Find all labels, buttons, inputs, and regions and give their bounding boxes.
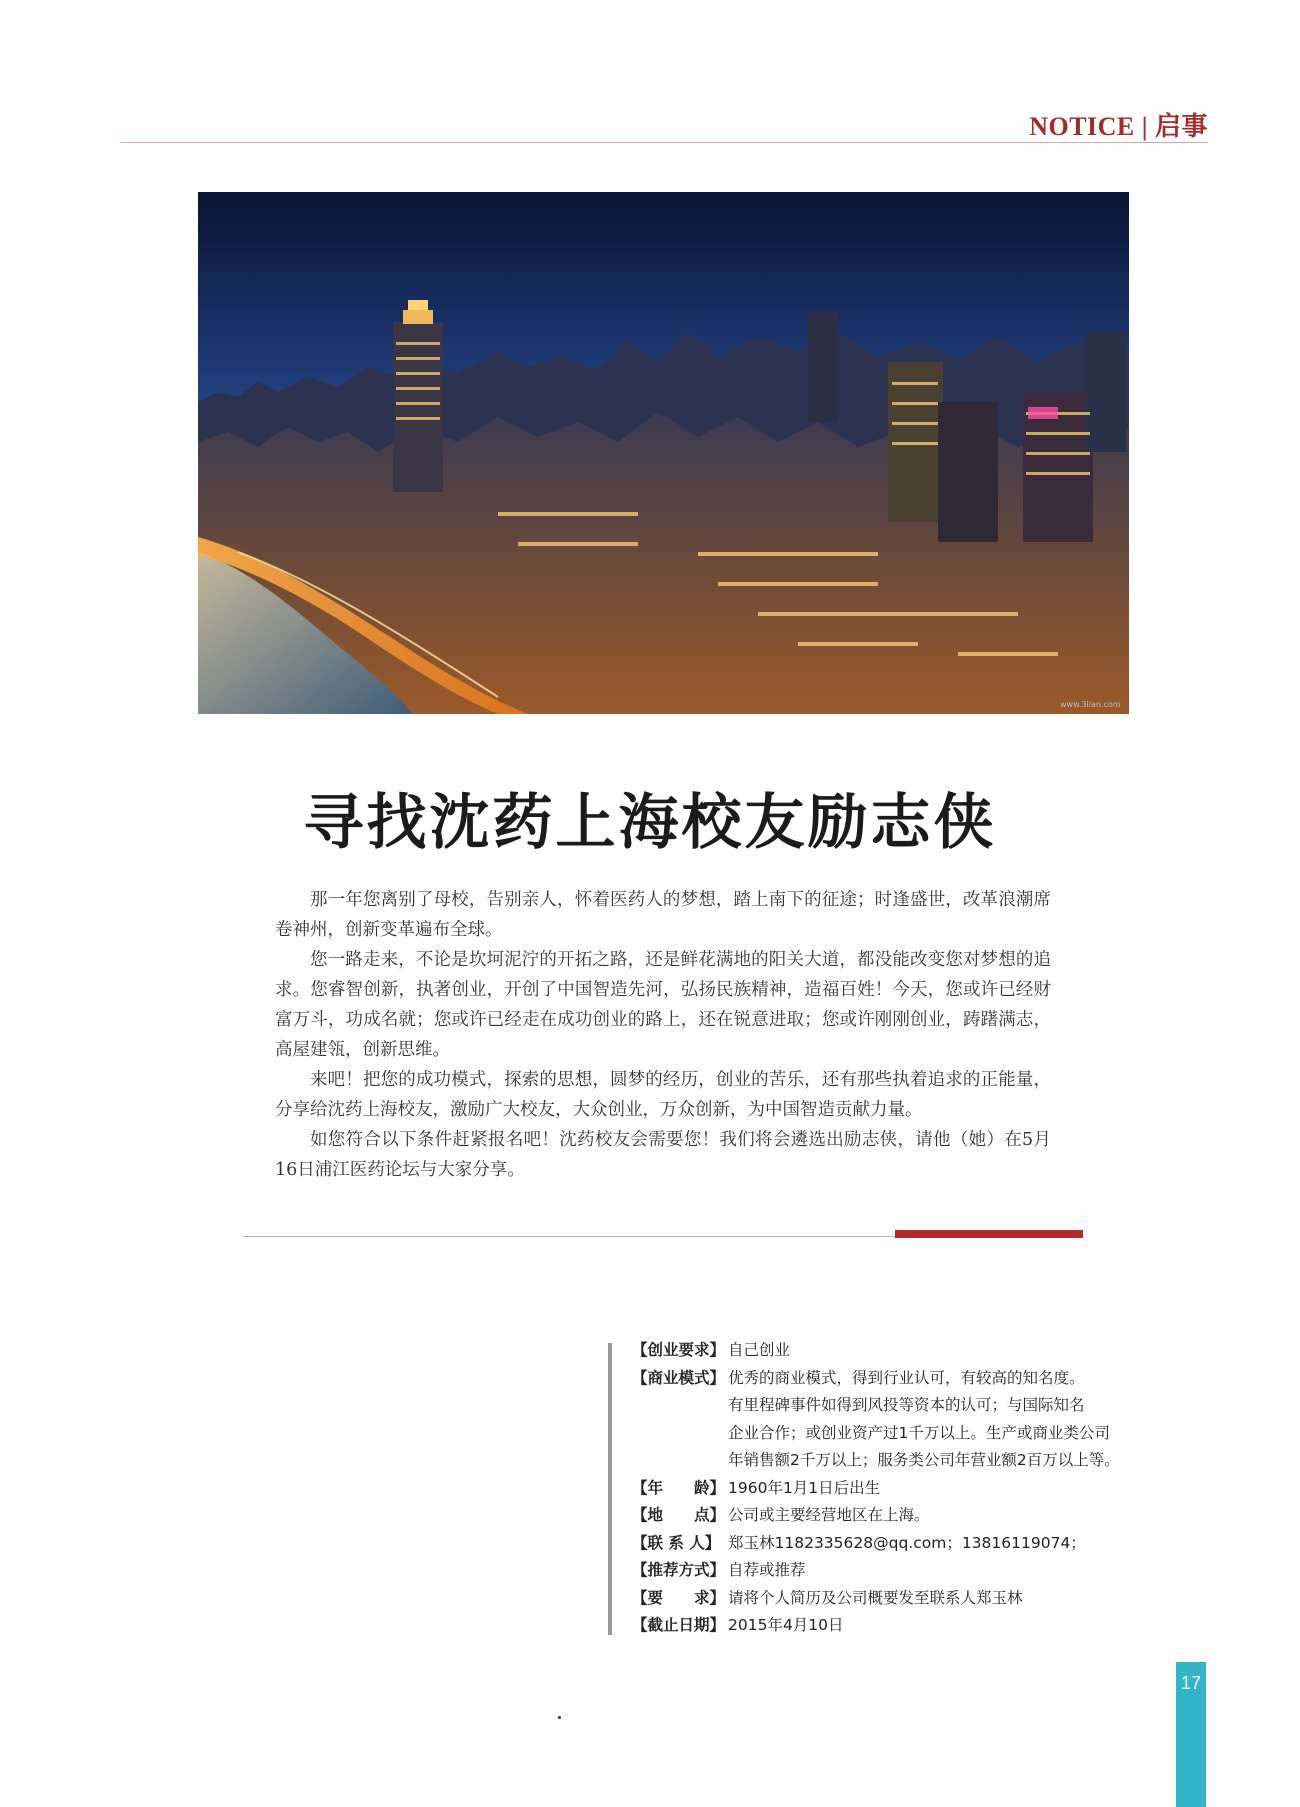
requirement-row [632,1365,1152,1475]
requirement-value: 郑玉林1182335628@qq.com；13816119074； [728,1533,1086,1552]
requirement-value: 请将个人简历及公司概要发至联系人郑玉林 [728,1588,1023,1607]
requirement-row [632,1530,1152,1558]
requirement-row [632,1337,1152,1365]
requirement-value: 自己创业 [728,1341,791,1359]
requirement-value: 2015年4月10日 [728,1616,844,1634]
requirement-row [632,1585,1152,1613]
requirement-label: 【要 求】 [632,1588,726,1607]
section-divider-accent [895,1230,1083,1238]
requirements-list [632,1337,1152,1640]
requirements-side-bar [608,1343,612,1635]
requirement-label: 【年 龄】 [632,1478,726,1497]
page-header [120,100,1208,143]
photo-watermark: www.3lian.com [1060,700,1121,709]
requirement-row [632,1475,1152,1503]
requirement-label: 【联 系 人】 [632,1533,721,1552]
paragraph-2: 您一路走来，不论是坎坷泥泞的开拓之路，还是鲜花满地的阳关大道，都没能改变您对梦想的追求。您睿智创新，执著创业，开创了中国智造先河，弘扬民族精神，造福百姓！今天，您或许已经财富万斗，功成名就；您或许已经走在成功创业的路上，还在锐意进取；您或许刚刚创业，踌躇满志，高屋建瓴，创新思维。 [275,950,1051,1060]
requirement-label: 【推荐方式】 [632,1561,726,1579]
requirement-row [632,1612,1152,1640]
requirement-label: 【截止日期】 [632,1616,726,1634]
requirement-row [632,1502,1152,1530]
city-night-photo [198,192,1129,714]
requirement-label: 【创业要求】 [632,1341,726,1359]
stray-dot [558,1716,561,1719]
requirement-label: 【地 点】 [632,1506,726,1524]
requirement-label: 【商业模式】 [632,1368,726,1387]
requirement-value: 1960年1月1日后出生 [728,1478,881,1497]
requirement-value: 优秀的商业模式，得到行业认可，有较高的知名度。 有里程碑事件如得到风投等资本的认可；与国际知名 企业合作；或创业资产过1千万以上。生产或商业类公司 年销售额2千万以上；服务类公司年营业额2百万以上等。 [728,1368,1120,1469]
article-body [275,885,1051,1185]
article-title: 寻找沈药上海校友励志侠 [303,788,997,858]
paragraph-3: 来吧！把您的成功模式，探索的思想，圆梦的经历，创业的苦乐，还有那些执着追求的正能量，分享给沈药上海校友，激励广大校友，大众创业，万众创新，为中国智造贡献力量。 [275,1070,1051,1120]
paragraph-1: 那一年您离别了母校，告别亲人，怀着医药人的梦想，踏上南下的征途；时逢盛世，改革浪潮席卷神州，创新变革遍布全球。 [275,890,1051,940]
page-number: 17 [1180,1673,1202,1693]
requirement-value: 自荐或推荐 [728,1561,806,1579]
shanghai-bund-skyline-image [198,192,1129,714]
requirement-row [632,1557,1152,1585]
paragraph-4: 如您符合以下条件赶紧报名吧！沈药校友会需要您！我们将会遴选出励志侠，请他（她）在5月16日浦江医药论坛与大家分享。 [275,1130,1051,1180]
section-label: NOTICE | 启事 [1029,112,1208,141]
section-divider [243,1236,895,1237]
requirement-value: 公司或主要经营地区在上海。 [728,1506,930,1524]
